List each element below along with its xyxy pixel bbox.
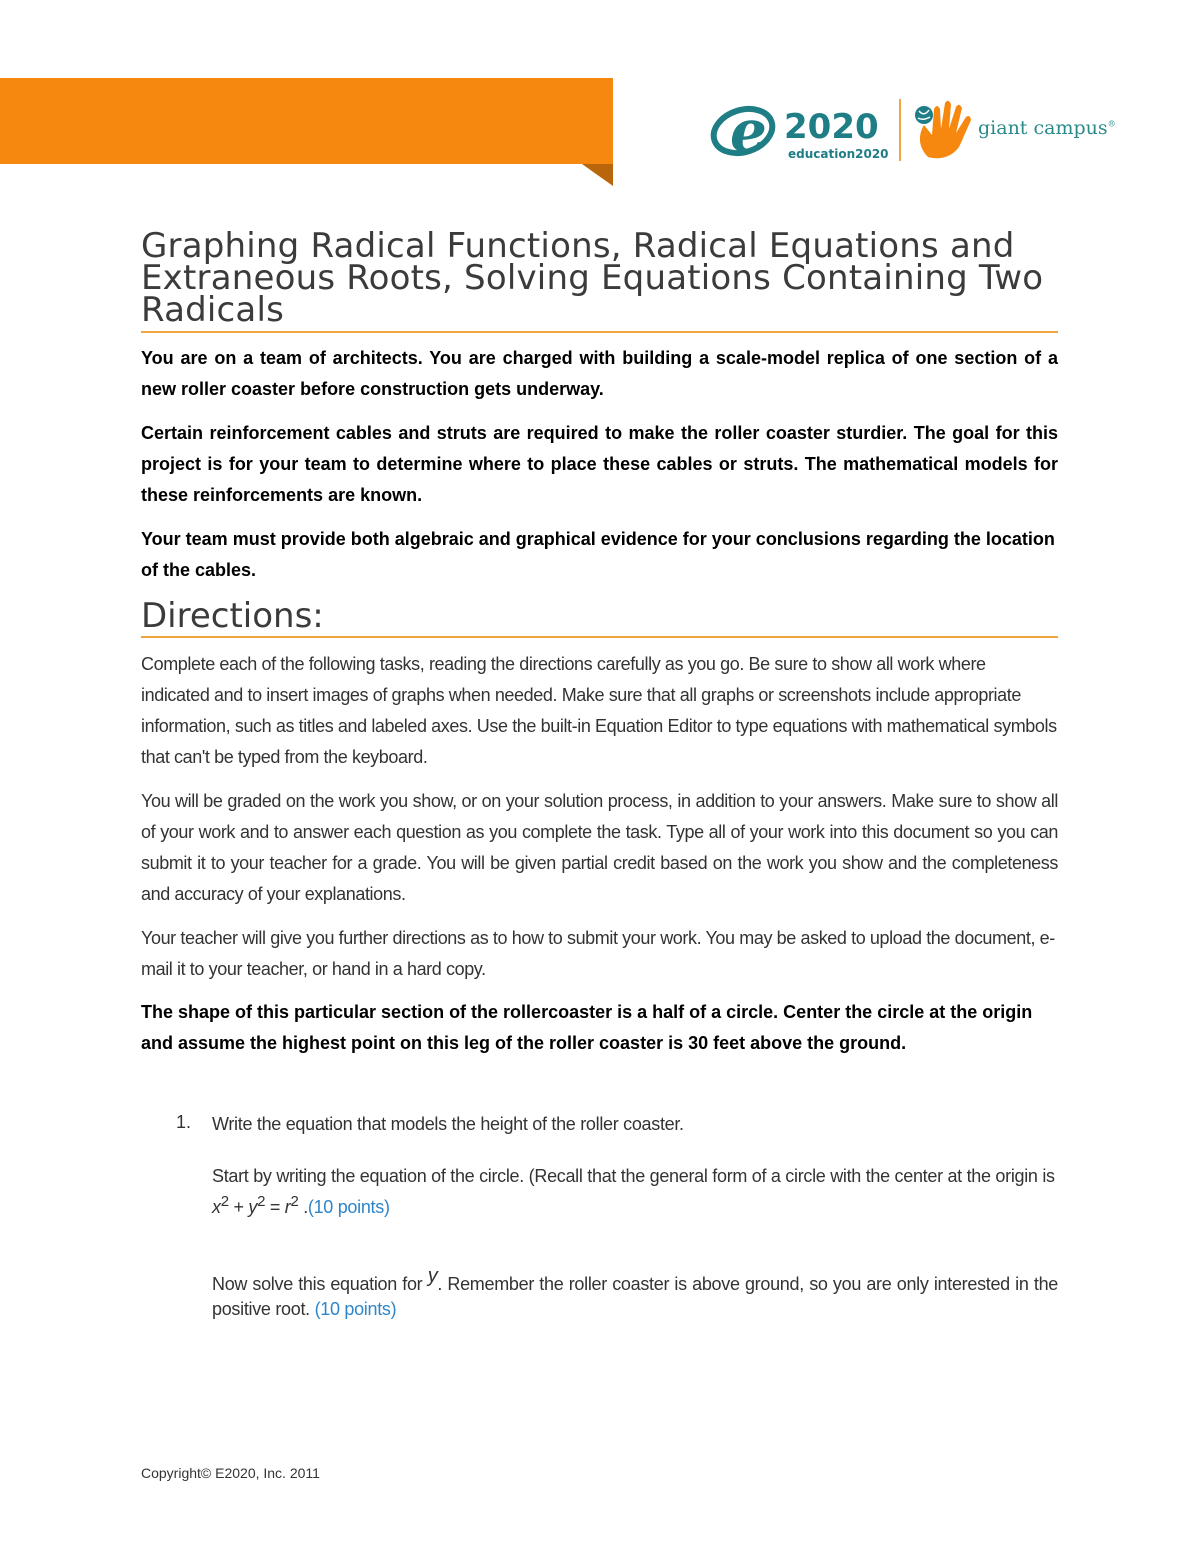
intro-paragraph-1: You are on a team of architects. You are charged with building a scale-model replica of one section of a new roller coaster before construction gets underway. (141, 348, 1058, 399)
item-1-text: Write the equation that models the height of the roller coaster. (212, 1114, 684, 1134)
directions-rule (141, 636, 1058, 638)
logo-divider (899, 99, 901, 161)
points-label: (10 points) (307, 1197, 390, 1217)
directions-paragraph-1: Complete each of the following tasks, reading the directions carefully as you go. Be sure to show all work where indicated and to insert images of graphs when needed. Make sure that all graphs or screenshots include appropriate information, such as titles and labeled axes. Use the built-in Equation Editor to type equations with mathematical symbols that can't be typed from the keyboard. (141, 654, 1057, 767)
circle-equation: $x^2 + y^2 = r^2$ (212, 1193, 299, 1217)
item-1-sub-2: Now solve this equation for y. Remember the roller coaster is above ground, so you are only interested in the positive root. (10 points) (212, 1265, 1059, 1319)
intro-paragraph-3: Your team must provide both algebraic and graphical evidence for your conclusions regarding the location of the cables. (141, 529, 1055, 580)
banner-bar (0, 78, 613, 164)
document-title: Graphing Radical Functions, Radical Equations and Extraneous Roots, Solving Equations Containing Two Radicals (141, 226, 1044, 330)
hand-globe-icon (910, 95, 980, 163)
e2020-letter: e (730, 97, 767, 163)
directions-paragraph-2: You will be graded on the work you show, or on your solution process, in addition to your answers. Make sure to show all of your work and to answer each question as you complete the task. Type all of your work into this document so you can submit it to your teacher for a grade. You will be given partial credit based on the work you show and the completeness and accuracy of your explanations. (141, 791, 1058, 904)
header-logos (710, 93, 1116, 173)
copyright-footer: Copyright© E2020, Inc. 2011 (141, 1465, 320, 1481)
e2020-number: 2020 (784, 107, 879, 147)
directions-heading: Directions: (141, 596, 324, 636)
directions-paragraph-3: Your teacher will give you further directions as to how to submit your work. You may be asked to upload the document, e-mail it to your teacher, or hand in a hard copy. (141, 928, 1055, 979)
e2020-subtitle: education2020 (788, 147, 889, 161)
orange-banner (0, 78, 613, 164)
e2020-logo (710, 93, 890, 163)
giant-campus-wordmark: giant campus® (978, 117, 1116, 139)
points-label: (10 points) (314, 1299, 397, 1319)
title-rule (141, 331, 1058, 333)
shape-note: The shape of this particular section of the rollercoaster is a half of a circle. Center the circle at the origin and assume the highest point on this leg of the roller coaster is 30 feet above the ground. (141, 1002, 1033, 1053)
banner-fold (582, 164, 613, 186)
intro-paragraph-2: Certain reinforcement cables and struts are required to make the roller coaster sturdier. The goal for this project is for your team to determine where to place these cables or struts. The mathematical models for these reinforcements are known. (141, 423, 1058, 505)
item-1-sub-1: Start by writing the equation of the circle. (Recall that the general form of a circle with the center at the origin is $x^2 + y^2 = r^2$ .(10 points) (212, 1166, 1055, 1217)
item-number: 1. (176, 1112, 192, 1132)
